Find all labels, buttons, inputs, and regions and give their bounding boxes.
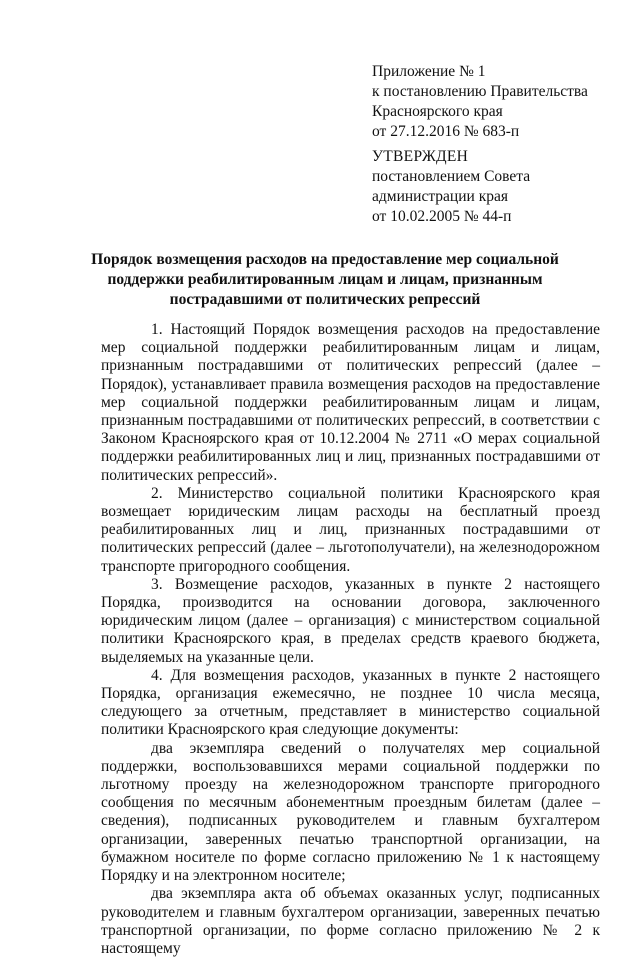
appendix-region: Красноярского края (372, 103, 503, 120)
document-title (70, 250, 580, 310)
paragraph-2: 2. Министерство социальной политики Красноярского края возмещает юридическим лицам расходы на бесплатный проезд реабилитированных лиц и лиц, признанных пострадавшими от политических репрессий (далее – льготополучатели), на железнодорожном транспорте пригородного сообщения. (101, 484, 600, 575)
approved-date: от 10.02.2005 № 44-п (372, 208, 512, 225)
approved-resolution: постановлением Совета (372, 168, 531, 185)
approved-heading: УТВЕРЖДЕН (372, 148, 469, 165)
paragraph-1: 1. Настоящий Порядок возмещения расходов на предоставление мер социальной поддержки реабилитированным лицам и лицам, признанным пострадавшими от политических репрессий (далее – Порядок), устанавливает правила возмещения расходов на предоставление мер социальной поддержки реабилитированным лицам и лицам, признанным пострадавшими от политических репрессий, в соответствии с Законом Красноярского края от 10.12.2004 № 2711 «О мерах социальной поддержки реабилитированных лиц и лиц, признанных пострадавшими от политических репрессий». (101, 321, 600, 484)
approval-stamp (372, 147, 622, 227)
appendix-date: от 27.12.2016 № 683-п (372, 123, 520, 140)
paragraph-documents-item-2: два экземпляра акта об объемах оказанных услуг, подписанных руководителем и главным бухгалтером организации, заверенных печатью транспортной организации, по форме согласно приложению № 2 к настоящему (101, 885, 600, 957)
paragraph-documents-item-1: два экземпляра сведений о получателях мер социальной поддержки, воспользовавшихся мерами социальной поддержки по льготному проезду на железнодорожном транспорте пригородного сообщения по месячным абонементным проездным билетам (далее – сведения), подписанных руководителем и главным бухгалтером организации, заверенных печатью транспортной организации, на бумажном носителе по форме согласно приложению № 1 к настоящему Порядку и на электронном носителе; (101, 739, 600, 885)
paragraph-3: 3. Возмещение расходов, указанных в пункте 2 настоящего Порядка, производится на основании договора, заключенного юридическим лицом (далее – организация) с министерством социальной политики Красноярского края, в пределах средств краевого бюджета, выделяемых на указанные цели. (101, 575, 600, 666)
title-line-3: пострадавшими от политических репрессий (169, 291, 481, 308)
appendix-reference (372, 62, 622, 142)
paragraph-4: 4. Для возмещения расходов, указанных в пункте 2 настоящего Порядка, организация ежемесячно, не позднее 10 числа месяца, следующего за отчетным, представляет в министерство социальной политики Красноярского края следующие документы: (101, 666, 600, 739)
title-line-2: поддержки реабилитированным лицам и лицам, признанным (107, 271, 543, 288)
appendix-number: Приложение № 1 (372, 63, 486, 80)
approved-authority: администрации края (372, 188, 508, 205)
appendix-resolution: к постановлению Правительства (372, 83, 588, 100)
document-body (101, 321, 600, 958)
title-line-1: Порядок возмещения расходов на предоставление мер социальной (91, 251, 559, 268)
